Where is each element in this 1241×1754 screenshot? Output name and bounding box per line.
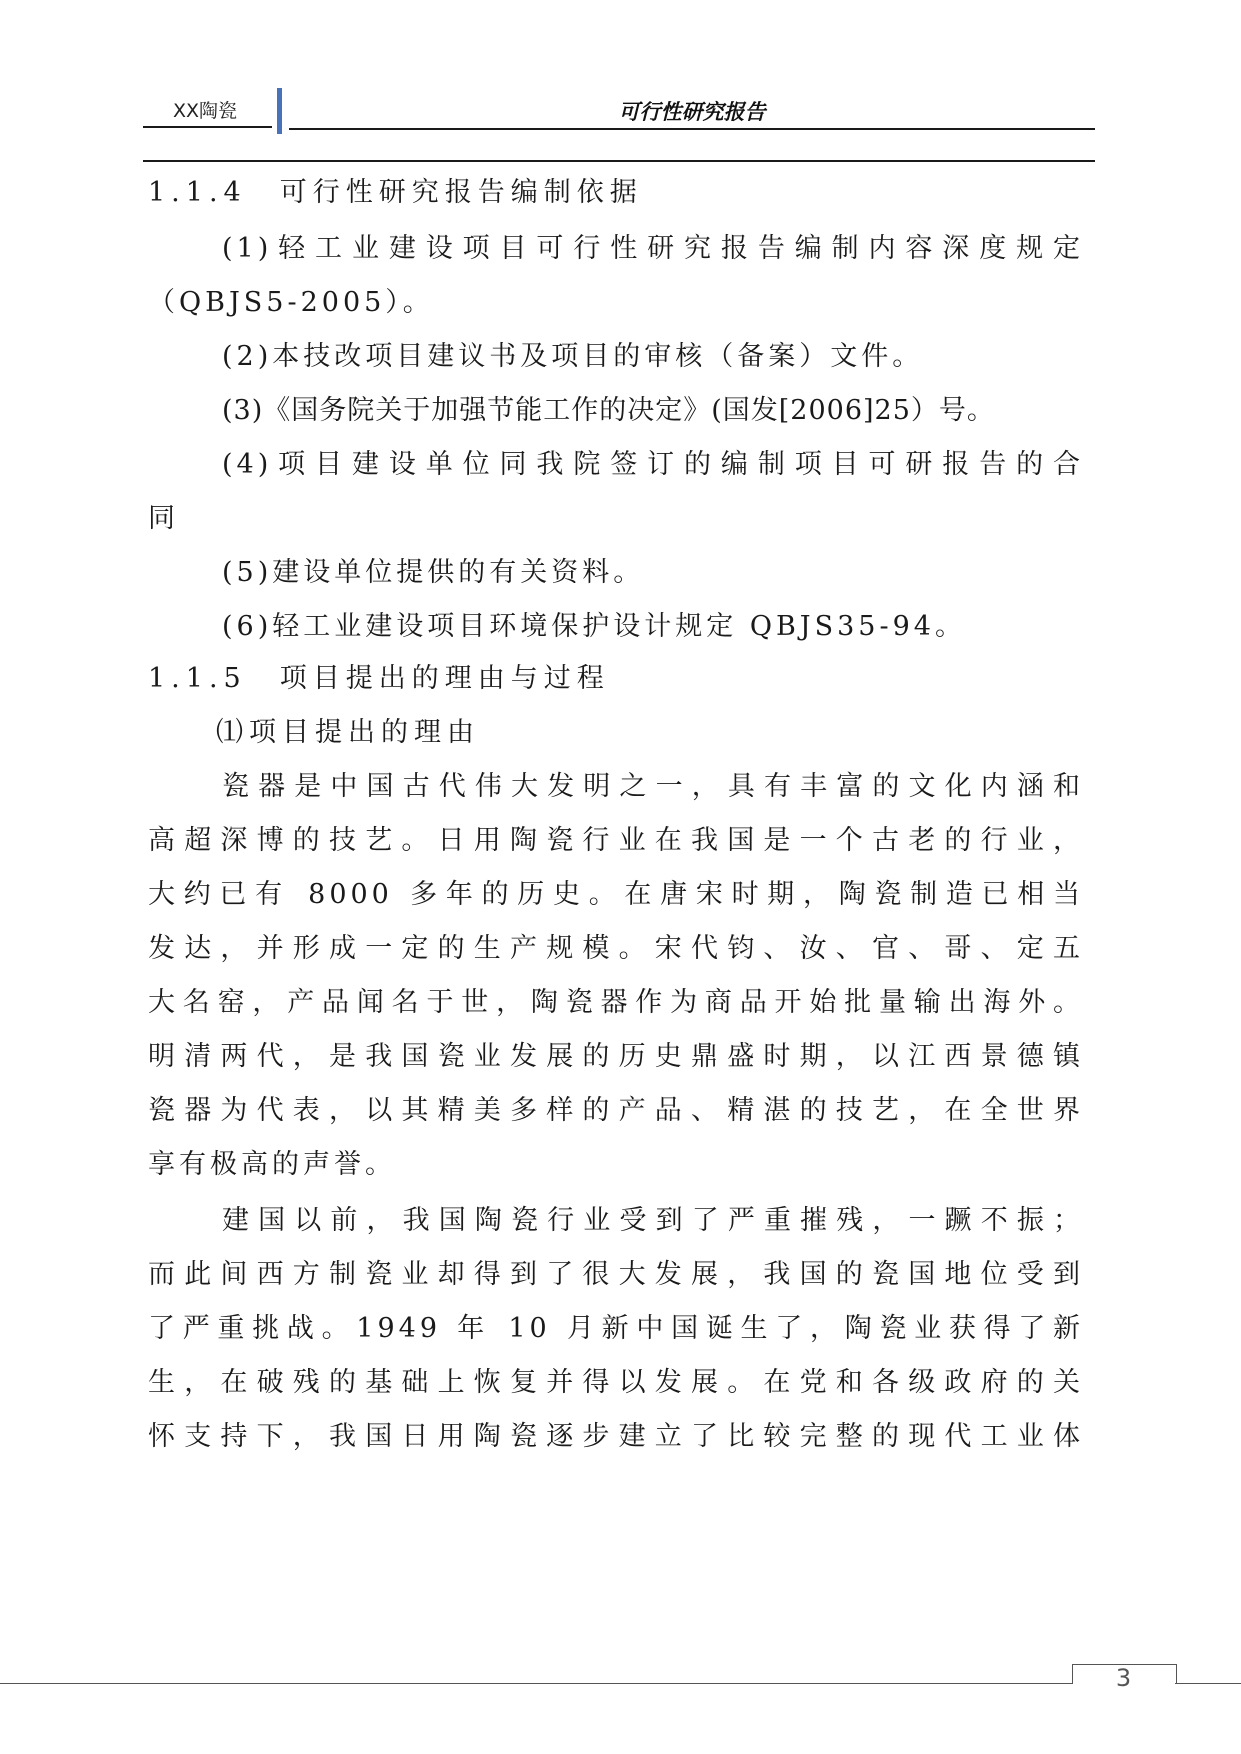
paragraph-line: 瓷器为代表，以其精美多样的产品、精湛的技艺，在全世界 (148, 1095, 1084, 1126)
section-heading-1-1-5: 1.1.5 项目提出的理由与过程 (148, 663, 610, 694)
basis-item-1-cont: （QBJS5-2005）。 (148, 287, 434, 318)
paragraph-line: 而此间西方制瓷业却得到了很大发展，我国的瓷国地位受到 (148, 1259, 1084, 1290)
page-number: 3 (1115, 1664, 1132, 1692)
header-company: XX陶瓷 (172, 100, 238, 122)
basis-item-5: (5)建设单位提供的有关资料。 (222, 557, 645, 588)
paragraph-line: 享有极高的声誉。 (148, 1149, 396, 1180)
header-title: 可行性研究报告 (618, 100, 766, 124)
header-title-underline (289, 128, 1095, 130)
header-accent-bar (277, 88, 282, 134)
subheading-reason: ⑴项目提出的理由 (216, 717, 480, 748)
header-company-underline (143, 126, 272, 128)
basis-item-6: (6)轻工业建设项目环境保护设计规定 QBJS35-94。 (222, 611, 966, 642)
basis-item-3: (3)《国务院关于加强节能工作的决定》(国发[2006]25）号。 (222, 395, 995, 426)
paragraph-line: 怀支持下，我国日用陶瓷逐步建立了比较完整的现代工业体 (148, 1421, 1084, 1452)
paragraph-line: 建国以前，我国陶瓷行业受到了严重摧残，一蹶不振； (222, 1205, 1084, 1236)
basis-item-1: (1)轻工业建设项目可行性研究报告编制内容深度规定 (222, 233, 1084, 264)
footer-rule (0, 1683, 1072, 1684)
paragraph-line: 生，在破残的基础上恢复并得以发展。在党和各级政府的关 (148, 1367, 1084, 1398)
section-heading-1-1-4: 1.1.4 可行性研究报告编制依据 (148, 177, 643, 208)
basis-item-4: (4)项目建设单位同我院签订的编制项目可研报告的合 (222, 449, 1084, 480)
paragraph-line: 瓷器是中国古代伟大发明之一，具有丰富的文化内涵和 (222, 771, 1084, 802)
paragraph-line: 了严重挑战。1949 年 10 月新中国诞生了，陶瓷业获得了新 (148, 1313, 1084, 1344)
paragraph-line: 大名窑，产品闻名于世，陶瓷器作为商品开始批量输出海外。 (148, 987, 1084, 1018)
paragraph-line: 发达，并形成一定的生产规模。宋代钧、汝、官、哥、定五 (148, 933, 1084, 964)
header-rule (143, 160, 1095, 162)
basis-item-4-cont: 同 (148, 503, 179, 534)
paragraph-line: 明清两代，是我国瓷业发展的历史鼎盛时期，以江西景德镇 (148, 1041, 1084, 1072)
basis-item-2: (2)本技改项目建议书及项目的审核（备案）文件。 (222, 341, 924, 372)
paragraph-line: 高超深博的技艺。日用陶瓷行业在我国是一个古老的行业， (148, 825, 1084, 856)
paragraph-line: 大约已有 8000 多年的历史。在唐宋时期，陶瓷制造已相当 (148, 879, 1084, 910)
footer-rule (1175, 1683, 1241, 1684)
